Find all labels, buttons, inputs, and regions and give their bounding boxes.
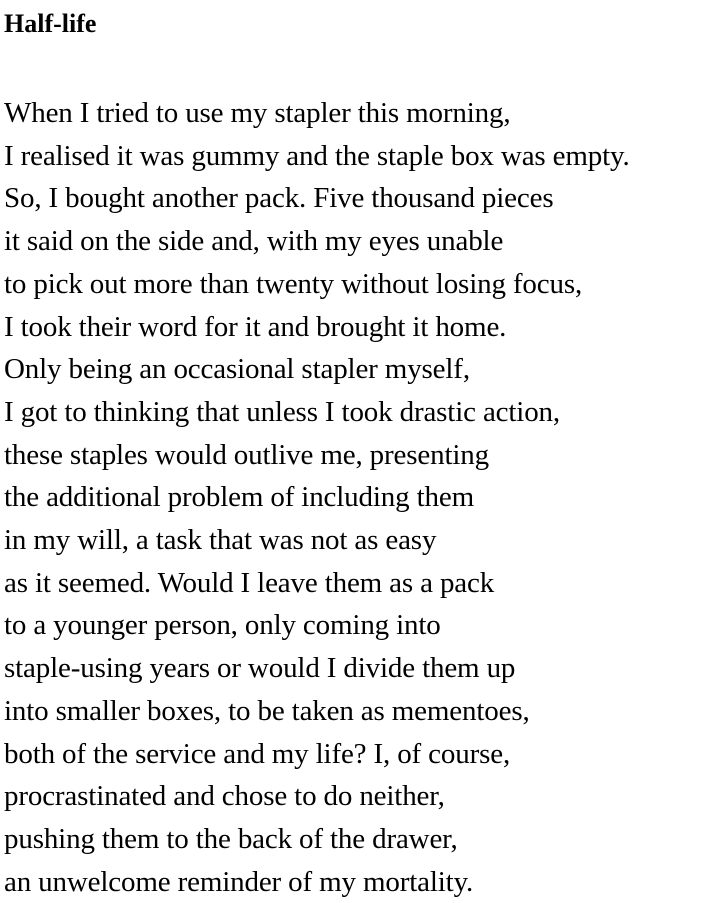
poem-body [4,92,708,903]
poem-line: procrastinated and chose to do neither, [4,780,445,813]
poem-line: I got to thinking that unless I took drastic action, [4,395,561,428]
poem-line: an unwelcome reminder of my mortality. [4,865,474,898]
poem-line: as it seemed. Would I leave them as a pack [4,566,495,599]
poem-line: into smaller boxes, to be taken as mementoes, [4,694,530,727]
poem-title: Half-life [4,9,97,38]
poem-line: pushing them to the back of the drawer, [4,822,458,855]
poem-line: I took their word for it and brought it home. [4,310,507,343]
poem-line: Only being an occasional stapler myself, [4,353,470,386]
poem-line: the additional problem of including them [4,481,474,514]
poem-line: both of the service and my life? I, of course, [4,737,511,770]
poem-line: When I tried to use my stapler this morning, [4,97,511,129]
poem-line: I realised it was gummy and the staple box was empty. [4,139,630,172]
poem-page [4,6,708,903]
poem-line: to pick out more than twenty without losing focus, [4,267,583,300]
poem-line: these staples would outlive me, presenting [4,438,489,471]
poem-line: staple-using years or would I divide them up [4,652,516,685]
poem-line: So, I bought another pack. Five thousand pieces [4,182,554,215]
poem-line: to a younger person, only coming into [4,609,441,642]
poem-line: it said on the side and, with my eyes unable [4,225,504,258]
poem-line: in my will, a task that was not as easy [4,524,437,557]
